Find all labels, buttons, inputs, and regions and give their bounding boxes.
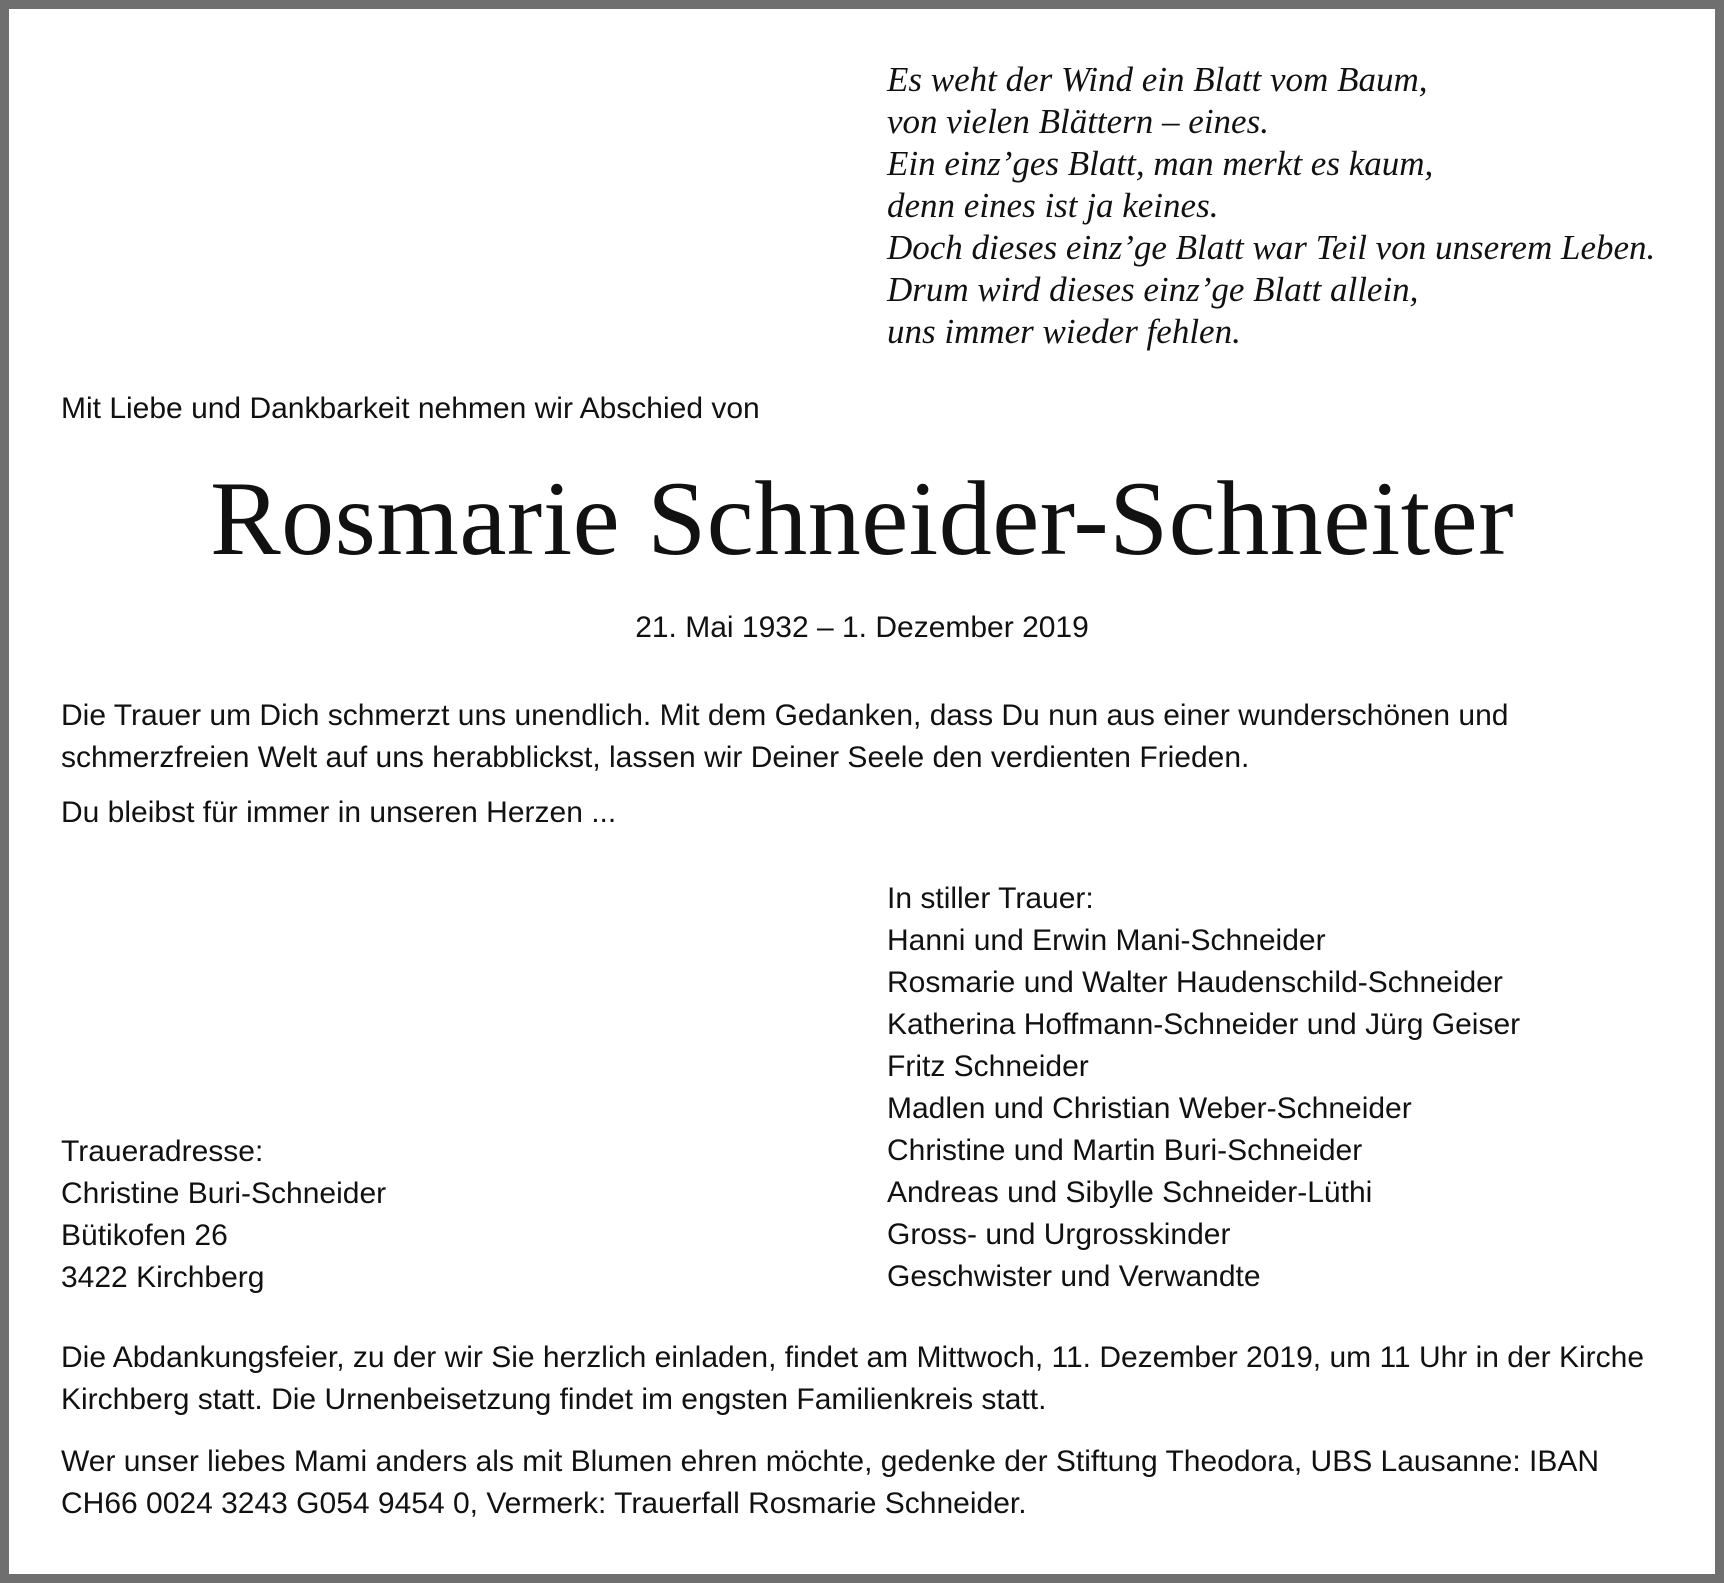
deceased-name: Rosmarie Schneider-Schneiter — [209, 460, 1515, 577]
obituary-sheet — [9, 9, 1715, 1574]
poem-line: Ein einz’ges Blatt, man merkt es kaum, — [887, 144, 1434, 183]
intro-line: Mit Liebe und Dankbarkeit nehmen wir Abschied von — [61, 392, 760, 425]
address-line: 3422 Kirchberg — [61, 1261, 265, 1294]
poem-line: uns immer wieder fehlen. — [887, 312, 1241, 351]
poem-line: von vielen Blättern – eines. — [887, 102, 1269, 141]
address-line: Christine Buri-Schneider — [61, 1177, 387, 1210]
mourner-entry: Rosmarie und Walter Haudenschild-Schneider — [887, 966, 1503, 999]
life-dates: 21. Mai 1932 – 1. Dezember 2019 — [635, 611, 1089, 644]
mourner-entry: Katherina Hoffmann-Schneider und Jürg Geiser — [887, 1008, 1521, 1041]
poem — [887, 59, 1655, 353]
mourner-entry: Gross- und Urgrosskinder — [887, 1218, 1231, 1251]
address-heading: Traueradresse: — [61, 1135, 264, 1168]
poem-line: denn eines ist ja keines. — [887, 186, 1219, 225]
mourning-address — [61, 1131, 386, 1299]
address-line: Bütikofen 26 — [61, 1219, 228, 1252]
mourners-heading: In stiller Trauer: — [887, 882, 1094, 915]
mourner-entry: Madlen und Christian Weber-Schneider — [887, 1092, 1412, 1125]
ceremony-paragraph: Die Abdankungsfeier, zu der wir Sie herzlich einladen, findet am Mittwoch, 11. Dezember 2019, um 11 Uhr in der Kirche Kirchberg statt. Die Urnenbeisetzung findet im engsten Familienkreis statt. — [61, 1341, 1645, 1416]
poem-line: Doch dieses einz’ge Blatt war Teil von unserem Leben. — [887, 228, 1656, 267]
poem-line: Drum wird dieses einz’ge Blatt allein, — [887, 270, 1419, 309]
mourner-entry: Christine und Martin Buri-Schneider — [887, 1134, 1363, 1167]
mourner-entry: Andreas und Sibylle Schneider-Lüthi — [887, 1176, 1373, 1209]
donation-paragraph: Wer unser liebes Mami anders als mit Blumen ehren möchte, gedenke der Stiftung Theodora, UBS Lausanne: IBAN CH66 0024 3243 G054 9454 0, Vermerk: Trauerfall Rosmarie Schneider. — [61, 1445, 1600, 1520]
grief-paragraph: Die Trauer um Dich schmerzt uns unendlich. Mit dem Gedanken, dass Du nun aus einer wunderschönen und schmerzfreien Welt auf uns herabblickst, lassen wir Deiner Seele den verdienten Frieden. — [61, 699, 1509, 774]
poem-line: Es weht der Wind ein Blatt vom Baum, — [887, 60, 1428, 99]
hearts-paragraph: Du bleibst für immer in unseren Herzen ... — [61, 796, 617, 829]
mourner-entry: Fritz Schneider — [887, 1050, 1089, 1083]
mourner-entry: Hanni und Erwin Mani-Schneider — [887, 924, 1326, 957]
mourners-list — [887, 878, 1520, 1298]
mourner-entry: Geschwister und Verwandte — [887, 1260, 1261, 1293]
